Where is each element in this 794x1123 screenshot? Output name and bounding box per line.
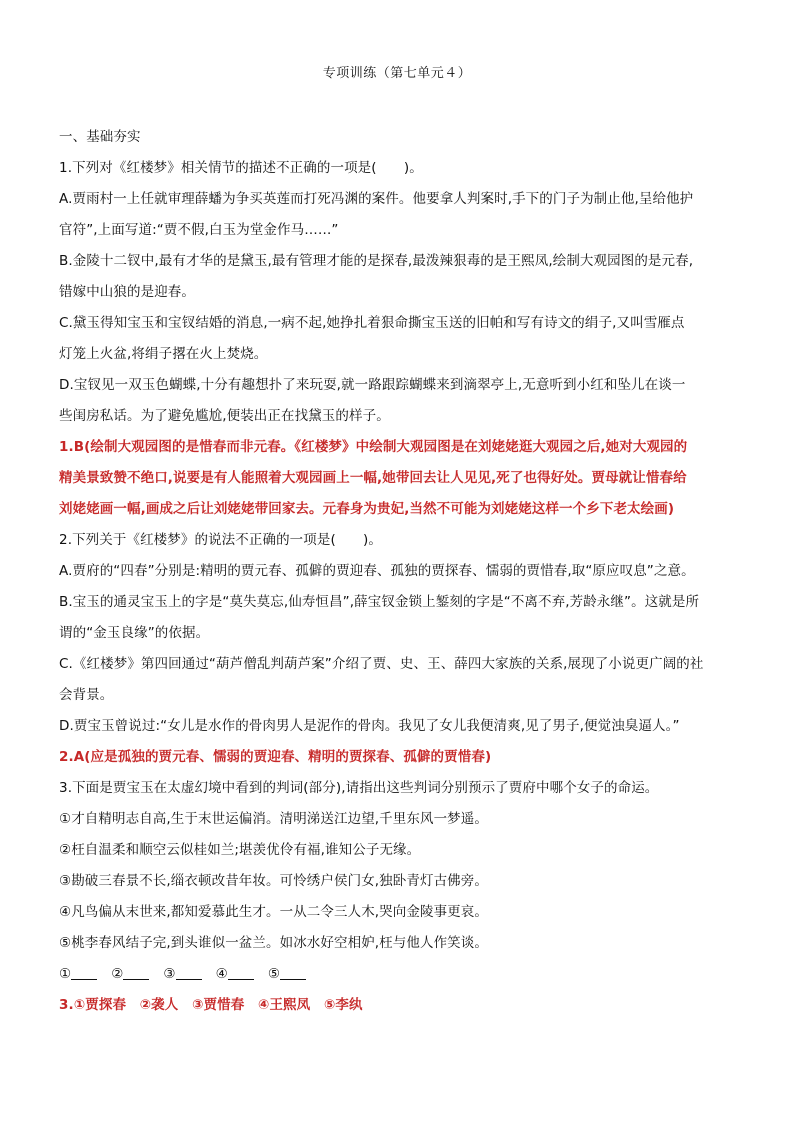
text-line: ③勘破三春景不长,缁衣顿改昔年妆。可怜绣户侯门女,独卧青灯古佛旁。 xyxy=(59,873,488,889)
text-line: ①才自精明志自高,生于末世运偏消。清明涕送江边望,千里东风一梦遥。 xyxy=(59,811,488,827)
text-line: ⑤桃李春风结子完,到头谁似一盆兰。如冰水好空相妒,枉与他人作笑谈。 xyxy=(59,935,488,951)
text-line: C.《红楼梦》第四回通过“葫芦僧乱判葫芦案”介绍了贾、史、王、薛四大家族的关系,展现了小说更广阔的社 xyxy=(59,656,704,672)
answer-3: 3.①贾探春 ②袭人 ③贾惜春 ④王熙凤 ⑤李纨 xyxy=(59,997,363,1013)
page-title: 专项训练（第七单元４） xyxy=(322,66,472,81)
text-line: C.黛玉得知宝玉和宝钗结婚的消息,一病不起,她挣扎着狠命撕宝玉送的旧帕和写有诗文的绢子,又叫雪雁点 xyxy=(59,315,685,331)
text-line: ④凡鸟偏从末世来,都知爱慕此生才。一从二令三人木,哭向金陵事更哀。 xyxy=(59,904,488,920)
answer-line: 刘姥姥画一幅,画成之后让刘姥姥带回家去。元春身为贵妃,当然不可能为刘姥姥这样一个乡下老太绘画) xyxy=(59,501,675,517)
answer-line: 精美景致赞不绝口,说要是有人能照着大观园画上一幅,她带回去让人见见,死了也得好处。贾母就让惜春给 xyxy=(59,470,687,486)
text-line: 3.下面是贾宝玉在太虚幻境中看到的判词(部分),请指出这些判词分别预示了贾府中哪个女子的命运。 xyxy=(59,780,659,796)
text-line: D.贾宝玉曾说过:“女儿是水作的骨肉男人是泥作的骨肉。我见了女儿我便清爽,见了男子,便觉浊臭逼人。” xyxy=(59,718,680,734)
text-line: 1.下列对《红楼梦》相关情节的描述不正确的一项是( )。 xyxy=(59,160,423,176)
text-line: B.金陵十二钗中,最有才华的是黛玉,最有管理才能的是探春,最泼辣狠毒的是王熙凤,绘制大观园图的是元春, xyxy=(59,253,694,269)
answer-blank xyxy=(176,965,202,980)
text-line: 谓的“金玉良缘”的依据。 xyxy=(59,625,210,641)
text-line: 灯笼上火盆,将绢子撂在火上焚烧。 xyxy=(59,346,268,362)
blank-label: ④ xyxy=(215,966,228,982)
text-line: 官符”,上面写道:“贾不假,白玉为堂金作马……” xyxy=(59,222,339,238)
text-line: 会背景。 xyxy=(59,687,114,703)
answer-blank xyxy=(228,965,254,980)
text-line: 些闺房私话。为了避免尴尬,便装出正在找黛玉的样子。 xyxy=(59,408,390,424)
document-body xyxy=(59,122,739,1021)
answer-line: 1.B(绘制大观园图的是惜春而非元春。《红楼梦》中绘制大观园图是在刘姥姥逛大观园之后,她对大观园的 xyxy=(59,439,688,455)
text-line: A.贾雨村一上任就审理薛蟠为争买英莲而打死冯渊的案件。他要拿人判案时,手下的门子为制止他,呈给他护 xyxy=(59,191,694,207)
blank-row xyxy=(59,959,739,990)
text-line: 2.下列关于《红楼梦》的说法不正确的一项是( )。 xyxy=(59,532,383,548)
answer-blank xyxy=(280,965,306,980)
answer-blank xyxy=(123,965,149,980)
text-line: ②枉自温柔和顺空云似桂如兰;堪羡优伶有福,谁知公子无缘。 xyxy=(59,842,421,858)
blank-label: ⑤ xyxy=(267,966,281,982)
blank-label: ① xyxy=(59,966,72,982)
text-line: B.宝玉的通灵宝玉上的字是“莫失莫忘,仙寿恒昌”,薛宝钗金锁上錾刻的字是“不离不弃,芳龄永继”。这就是所 xyxy=(59,594,700,610)
question-lines xyxy=(59,153,739,959)
blank-label: ② xyxy=(111,966,124,982)
answer-line: 2.A(应是孤独的贾元春、懦弱的贾迎春、精明的贾探春、孤僻的贾惜春) xyxy=(59,749,492,765)
text-line: 错嫁中山狼的是迎春。 xyxy=(59,284,195,300)
answer-blank xyxy=(71,965,97,980)
blank-label: ③ xyxy=(163,966,176,982)
section-heading: 一、基础夯实 xyxy=(59,129,141,145)
text-line: A.贾府的“四春”分别是:精明的贾元春、孤僻的贾迎春、孤独的贾探春、懦弱的贾惜春,取“原应叹息”之意。 xyxy=(59,563,695,579)
text-line: D.宝钗见一双玉色蝴蝶,十分有趣想扑了来玩耍,就一路跟踪蝴蝶来到滴翠亭上,无意听到小红和坠儿在谈一 xyxy=(59,377,686,393)
